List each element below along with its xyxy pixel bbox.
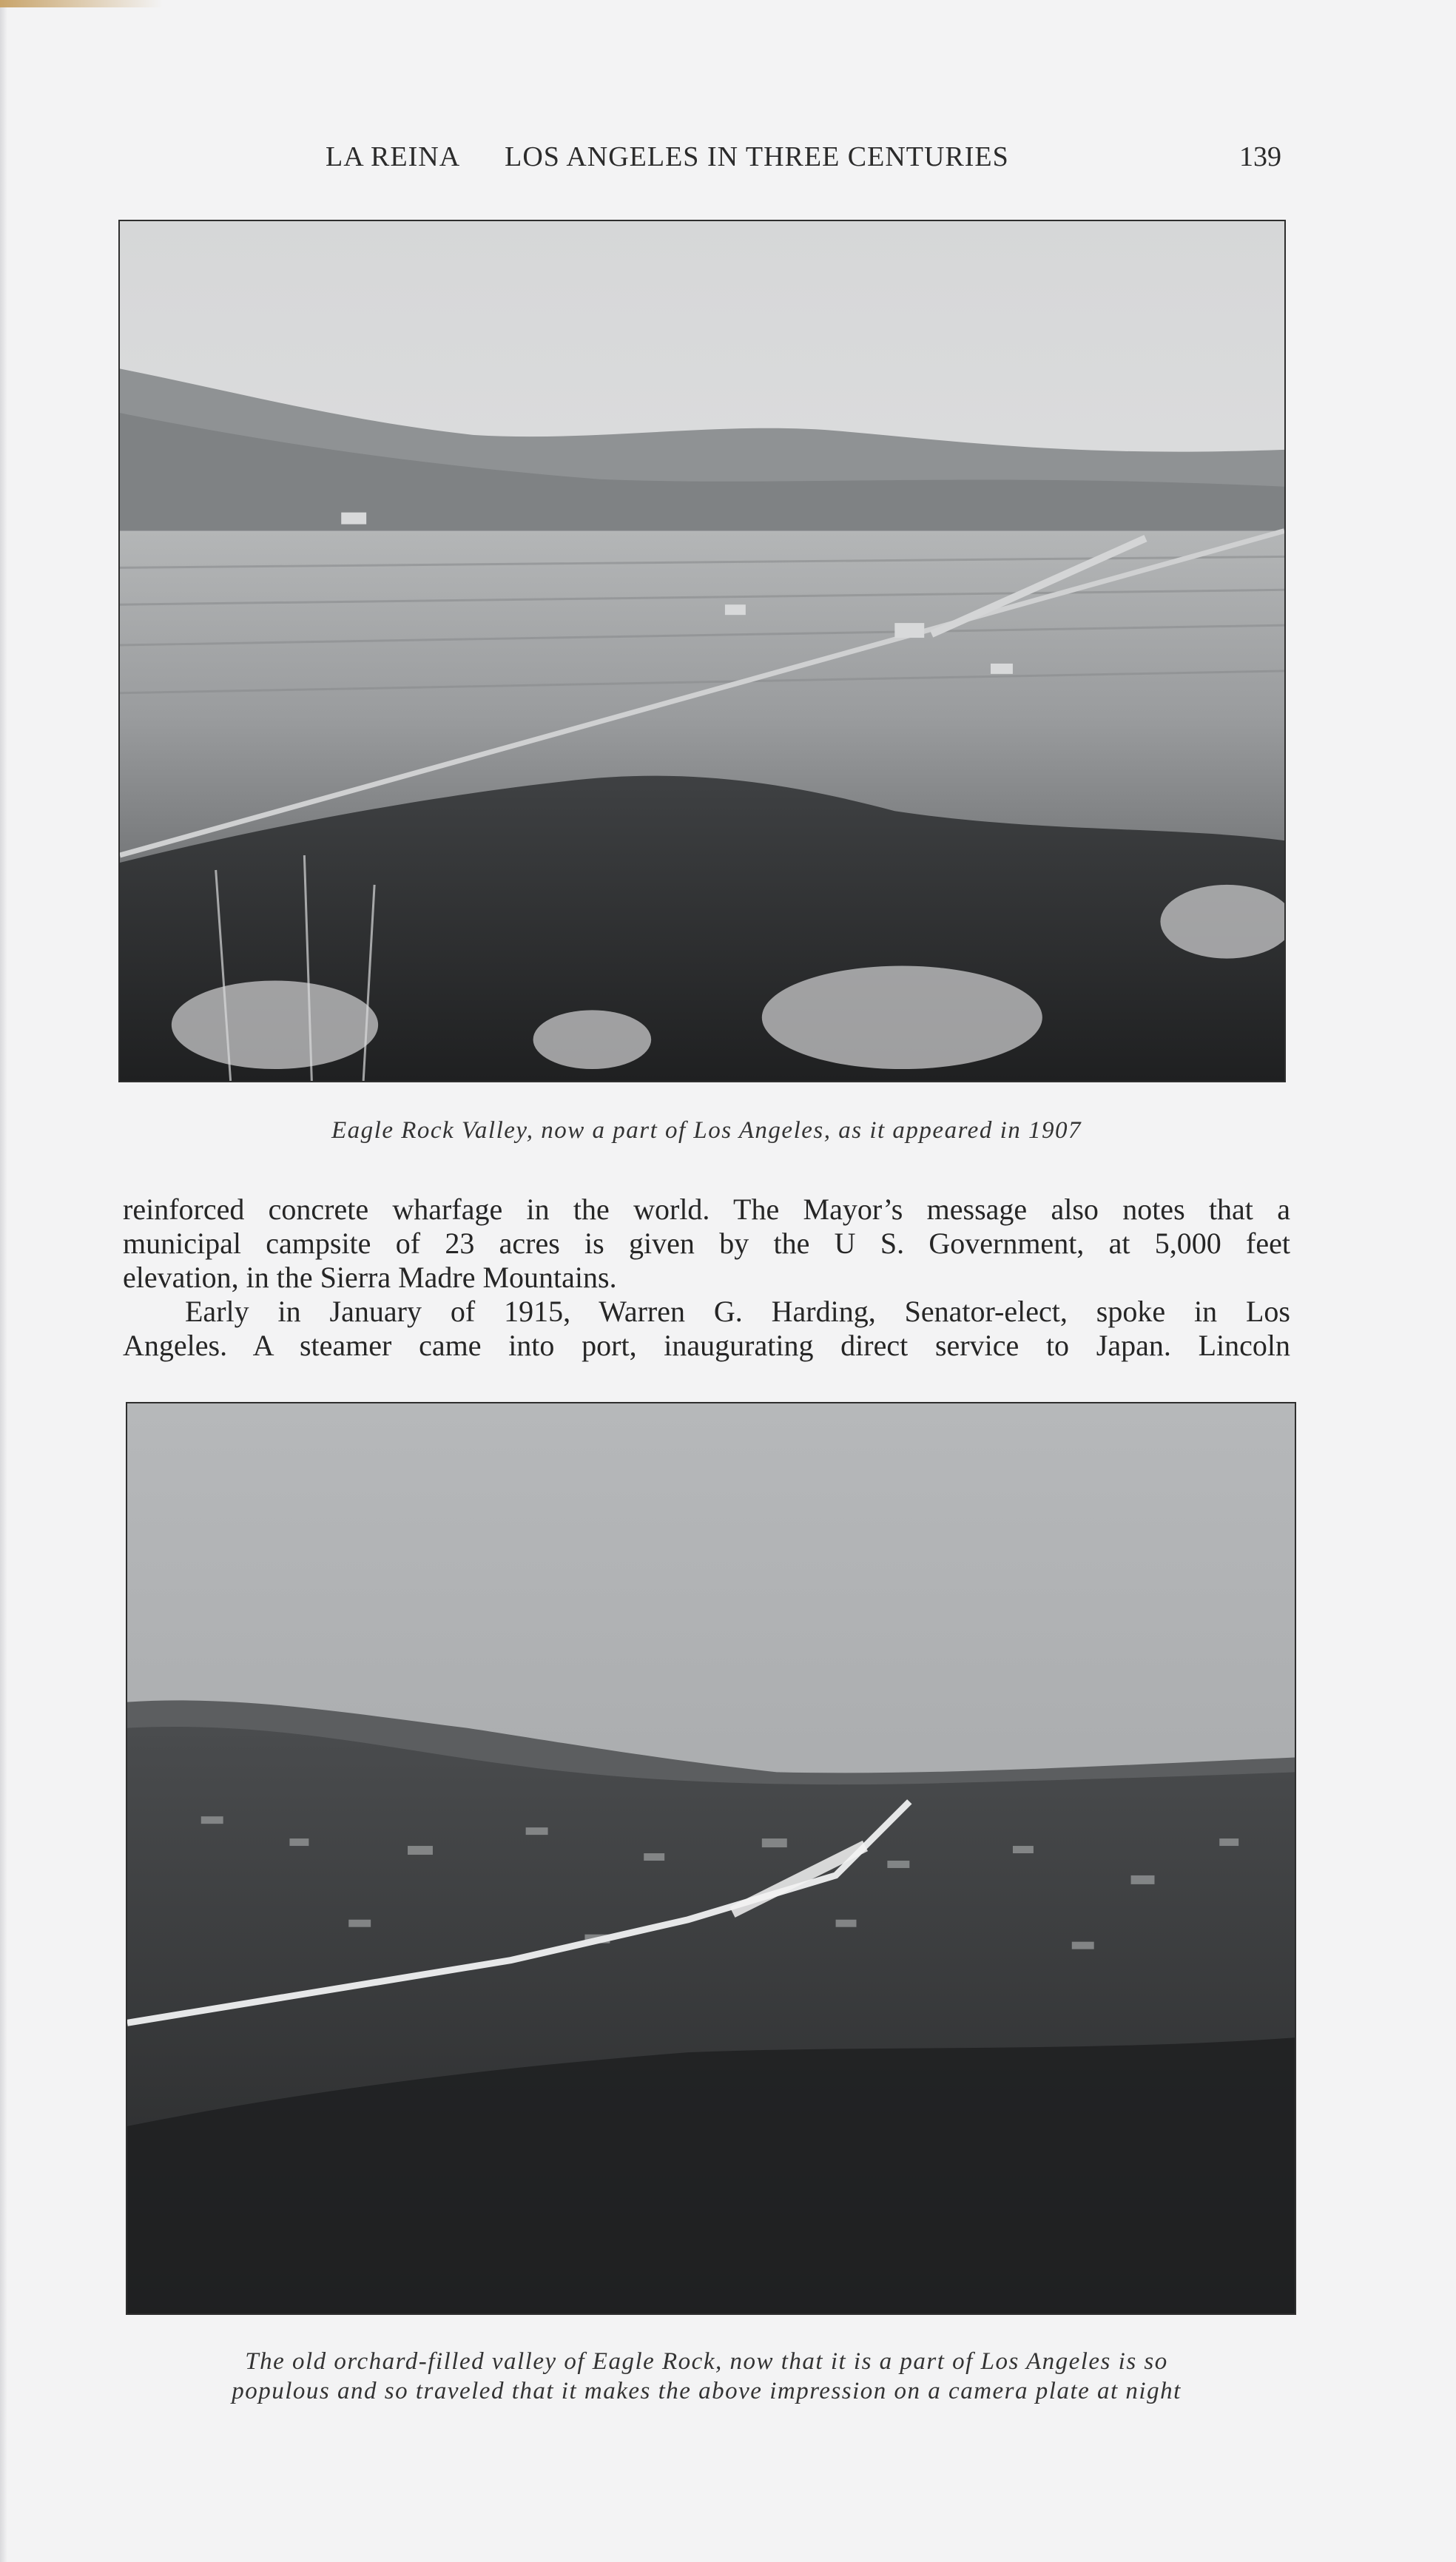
photo-caption-2-line-1: The old orchard-filled valley of Eagle Rock, now that it is a part of Los Angeles is so [245, 2348, 1168, 2375]
body-line-4: Early in January of 1915, Warren G. Harding, Senator-elect, spoke in Los [185, 1295, 1290, 1328]
photo-eagle-rock-night-image [127, 1403, 1295, 2313]
page-number: 139 [1239, 141, 1281, 172]
page-edge [0, 0, 7, 2562]
body-text [123, 1193, 1290, 1363]
body-line-2: municipal campsite of 23 acres is given by the U S. Government, at 5,000 feet [123, 1227, 1290, 1260]
running-head [326, 141, 1054, 173]
photo-eagle-rock-valley-1907 [118, 220, 1286, 1082]
page-corner-tint [0, 0, 163, 7]
photo-caption-2 [118, 2347, 1295, 2406]
photo-eagle-rock-night [126, 1402, 1296, 2315]
body-line-1: reinforced concrete wharfage in the world. The Mayor’s message also notes that a [123, 1193, 1290, 1226]
body-line-5: Angeles. A steamer came into port, inaugurating direct service to Japan. Lincoln [123, 1329, 1290, 1362]
running-head-title: LOS ANGELES IN THREE CENTURIES [505, 141, 1009, 172]
photo-caption-1: Eagle Rock Valley, now a part of Los Angeles, as it appeared in 1907 [331, 1117, 1082, 1144]
running-head-section: LA REINA [326, 141, 461, 172]
photo-eagle-rock-valley-1907-image [120, 221, 1284, 1081]
body-line-3: elevation, in the Sierra Madre Mountains. [123, 1261, 617, 1294]
photo-caption-2-line-2: populous and so traveled that it makes the above impression on a camera plate at night [232, 2378, 1182, 2404]
